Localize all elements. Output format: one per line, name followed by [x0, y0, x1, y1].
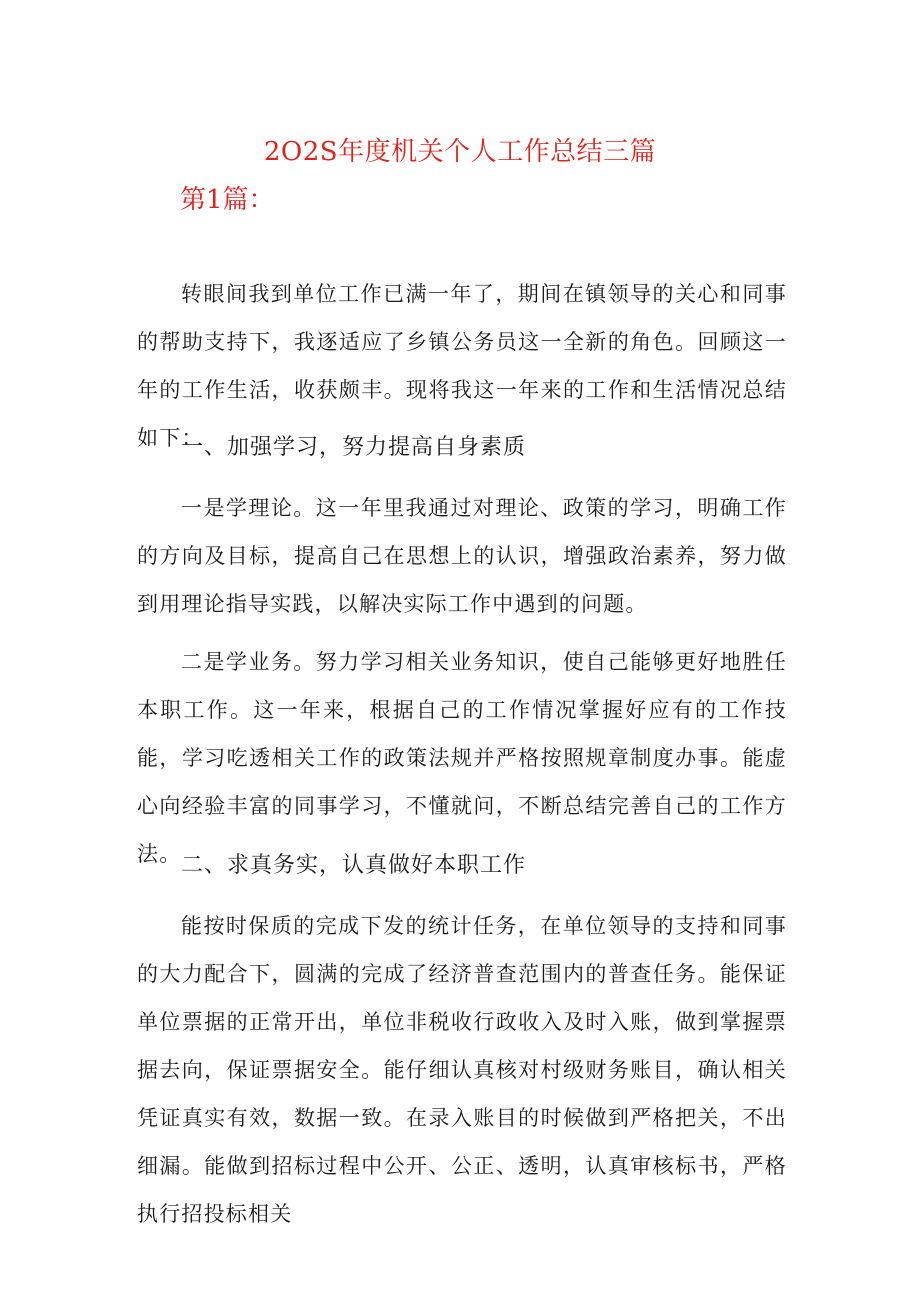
section2-paragraph-1: 能按时保质的完成下发的统计任务，在单位领导的支持和同事的大力配合下，圆满的完成了经济普查范围内的普查任务。能保证单位票据的正常开出，单位非税收行政收入及时入账，做到掌握票据去向，保证票据安全。能仔细认真核对村级财务账目，确认相关凭证真实有效，数据一致。在录入账目的时候做到严格把关，不出细漏。能做到招标过程中公开、公正、透明，认真审核标书，严格执行招投标相关 [137, 914, 787, 1226]
chapter-label: 第1篇： [180, 185, 275, 215]
intro-paragraph: 转眼间我到单位工作已满一年了，期间在镇领导的关心和同事的帮助支持下，我逐适应了乡镇公务员这一全新的角色。回顾这一年的工作生活，收获颇丰。现将我这一年来的工作和生活情况总结如下： [137, 282, 787, 450]
section1-heading: 一、加强学习，努力提高自身素质 [181, 435, 527, 460]
section1-paragraph-1: 一是学理论。这一年里我通过对理论、政策的学习，明确工作的方向及目标，提高自己在思想上的认识，增强政治素养，努力做到用理论指导实践，以解决实际工作中遇到的问题。 [137, 496, 787, 616]
section2-heading: 二、求真务实，认真做好本职工作 [181, 853, 527, 878]
section1-paragraph-2: 二是学业务。努力学习相关业务知识，使自己能够更好地胜任本职工作。这一年来，根据自己的工作情况掌握好应有的工作技能，学习吃透相关工作的政策法规并严格按照规章制度办事。能虚心向经验丰富的同事学习，不懂就问，不断总结完善自己的工作方法。 [137, 650, 787, 866]
document-title: 2O2S年度机关个人工作总结三篇 [263, 137, 657, 167]
